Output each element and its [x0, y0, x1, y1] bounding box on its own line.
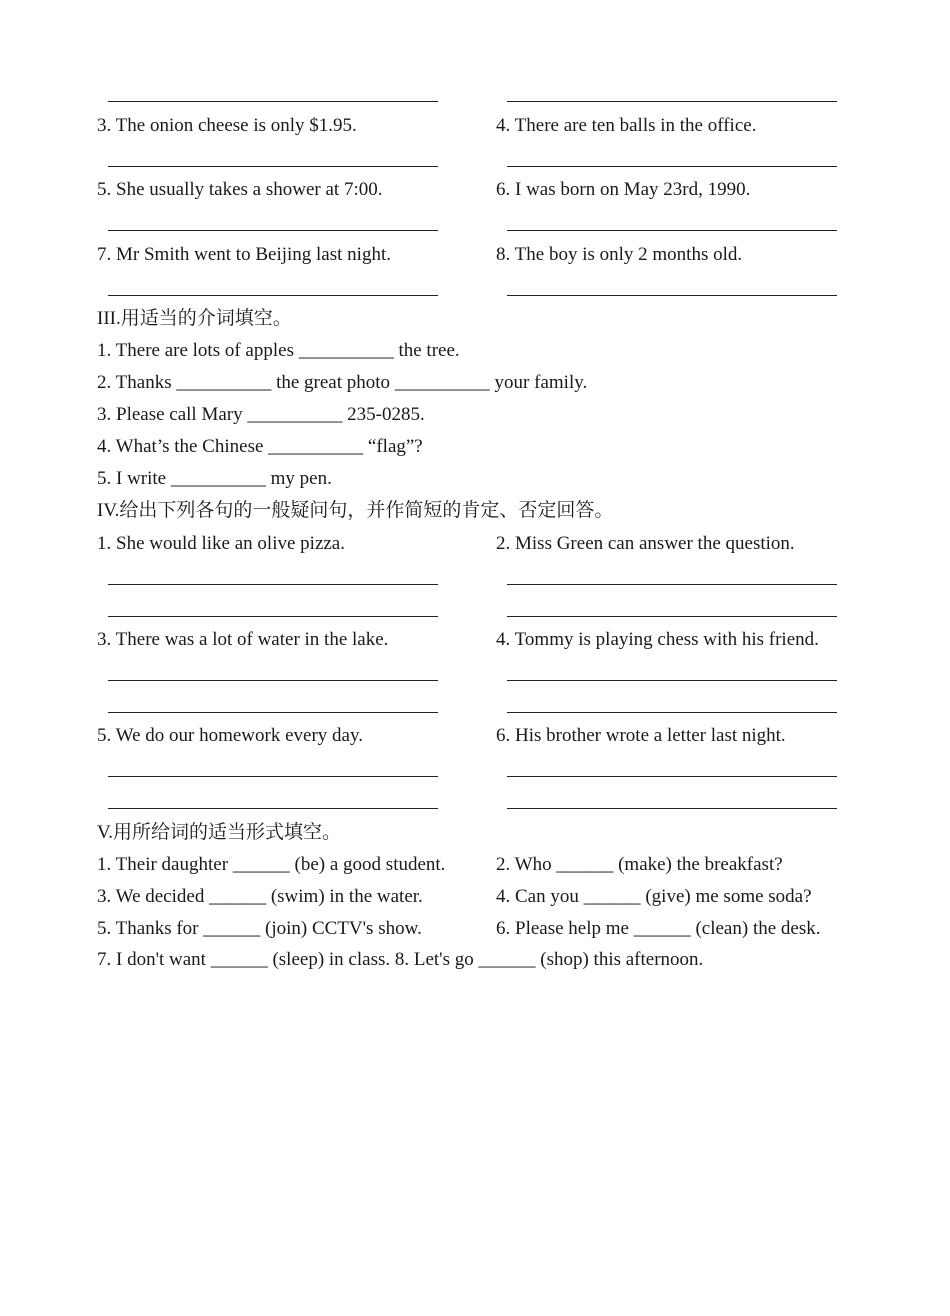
question-text: 3. Please call Mary __________ 235-0285.	[97, 404, 425, 425]
answer-line[interactable]	[108, 680, 438, 681]
question-text: 4. What’s the Chinese __________ “flag”?	[97, 436, 423, 457]
question-text: 3. We decided ______ (swim) in the water.	[97, 886, 423, 907]
question-text: 5. I write __________ my pen.	[97, 468, 332, 489]
answer-line[interactable]	[507, 101, 837, 102]
question-text: 3. There was a lot of water in the lake.	[97, 629, 389, 650]
answer-line[interactable]	[507, 808, 837, 809]
answer-line[interactable]	[507, 230, 837, 231]
question-text: 5. She usually takes a shower at 7:00.	[97, 179, 383, 200]
answer-line[interactable]	[108, 616, 438, 617]
question-text: 6. Please help me ______ (clean) the desk.	[496, 918, 821, 939]
question-text: 1. There are lots of apples __________ the tree.	[97, 340, 460, 361]
answer-line[interactable]	[108, 712, 438, 713]
section-heading: III.用适当的介词填空。	[97, 308, 292, 329]
question-text: 6. I was born on May 23rd, 1990.	[496, 179, 751, 200]
question-text: 2. Miss Green can answer the question.	[496, 533, 795, 554]
question-text: 4. Tommy is playing chess with his friend.	[496, 629, 819, 650]
section-heading: IV.给出下列各句的一般疑问句，并作简短的肯定、否定回答。	[97, 500, 614, 521]
question-text: 1. She would like an olive pizza.	[97, 533, 345, 554]
question-text: 6. His brother wrote a letter last night.	[496, 725, 786, 746]
question-text: 7. I don't want ______ (sleep) in class. 8. Let's go ______ (shop) this afternoon.	[97, 949, 704, 970]
answer-line[interactable]	[108, 776, 438, 777]
question-text: 4. Can you ______ (give) me some soda?	[496, 886, 812, 907]
answer-line[interactable]	[507, 712, 837, 713]
question-text: 7. Mr Smith went to Beijing last night.	[97, 244, 391, 265]
answer-line[interactable]	[507, 680, 837, 681]
question-text: 5. Thanks for ______ (join) CCTV's show.	[97, 918, 422, 939]
answer-line[interactable]	[108, 295, 438, 296]
answer-line[interactable]	[108, 584, 438, 585]
answer-line[interactable]	[108, 101, 438, 102]
question-text: 2. Thanks __________ the great photo __________ your family.	[97, 372, 588, 393]
question-text: 2. Who ______ (make) the breakfast?	[496, 854, 783, 875]
question-text: 3. The onion cheese is only $1.95.	[97, 115, 357, 136]
answer-line[interactable]	[507, 616, 837, 617]
question-text: 5. We do our homework every day.	[97, 725, 363, 746]
question-text: 8. The boy is only 2 months old.	[496, 244, 743, 265]
answer-line[interactable]	[507, 776, 837, 777]
answer-line[interactable]	[507, 166, 837, 167]
answer-line[interactable]	[108, 230, 438, 231]
question-text: 1. Their daughter ______ (be) a good student.	[97, 854, 446, 875]
answer-line[interactable]	[507, 295, 837, 296]
question-text: 4. There are ten balls in the office.	[496, 115, 757, 136]
answer-line[interactable]	[108, 808, 438, 809]
answer-line[interactable]	[507, 584, 837, 585]
answer-line[interactable]	[108, 166, 438, 167]
section-heading: V.用所给词的适当形式填空。	[97, 822, 342, 843]
